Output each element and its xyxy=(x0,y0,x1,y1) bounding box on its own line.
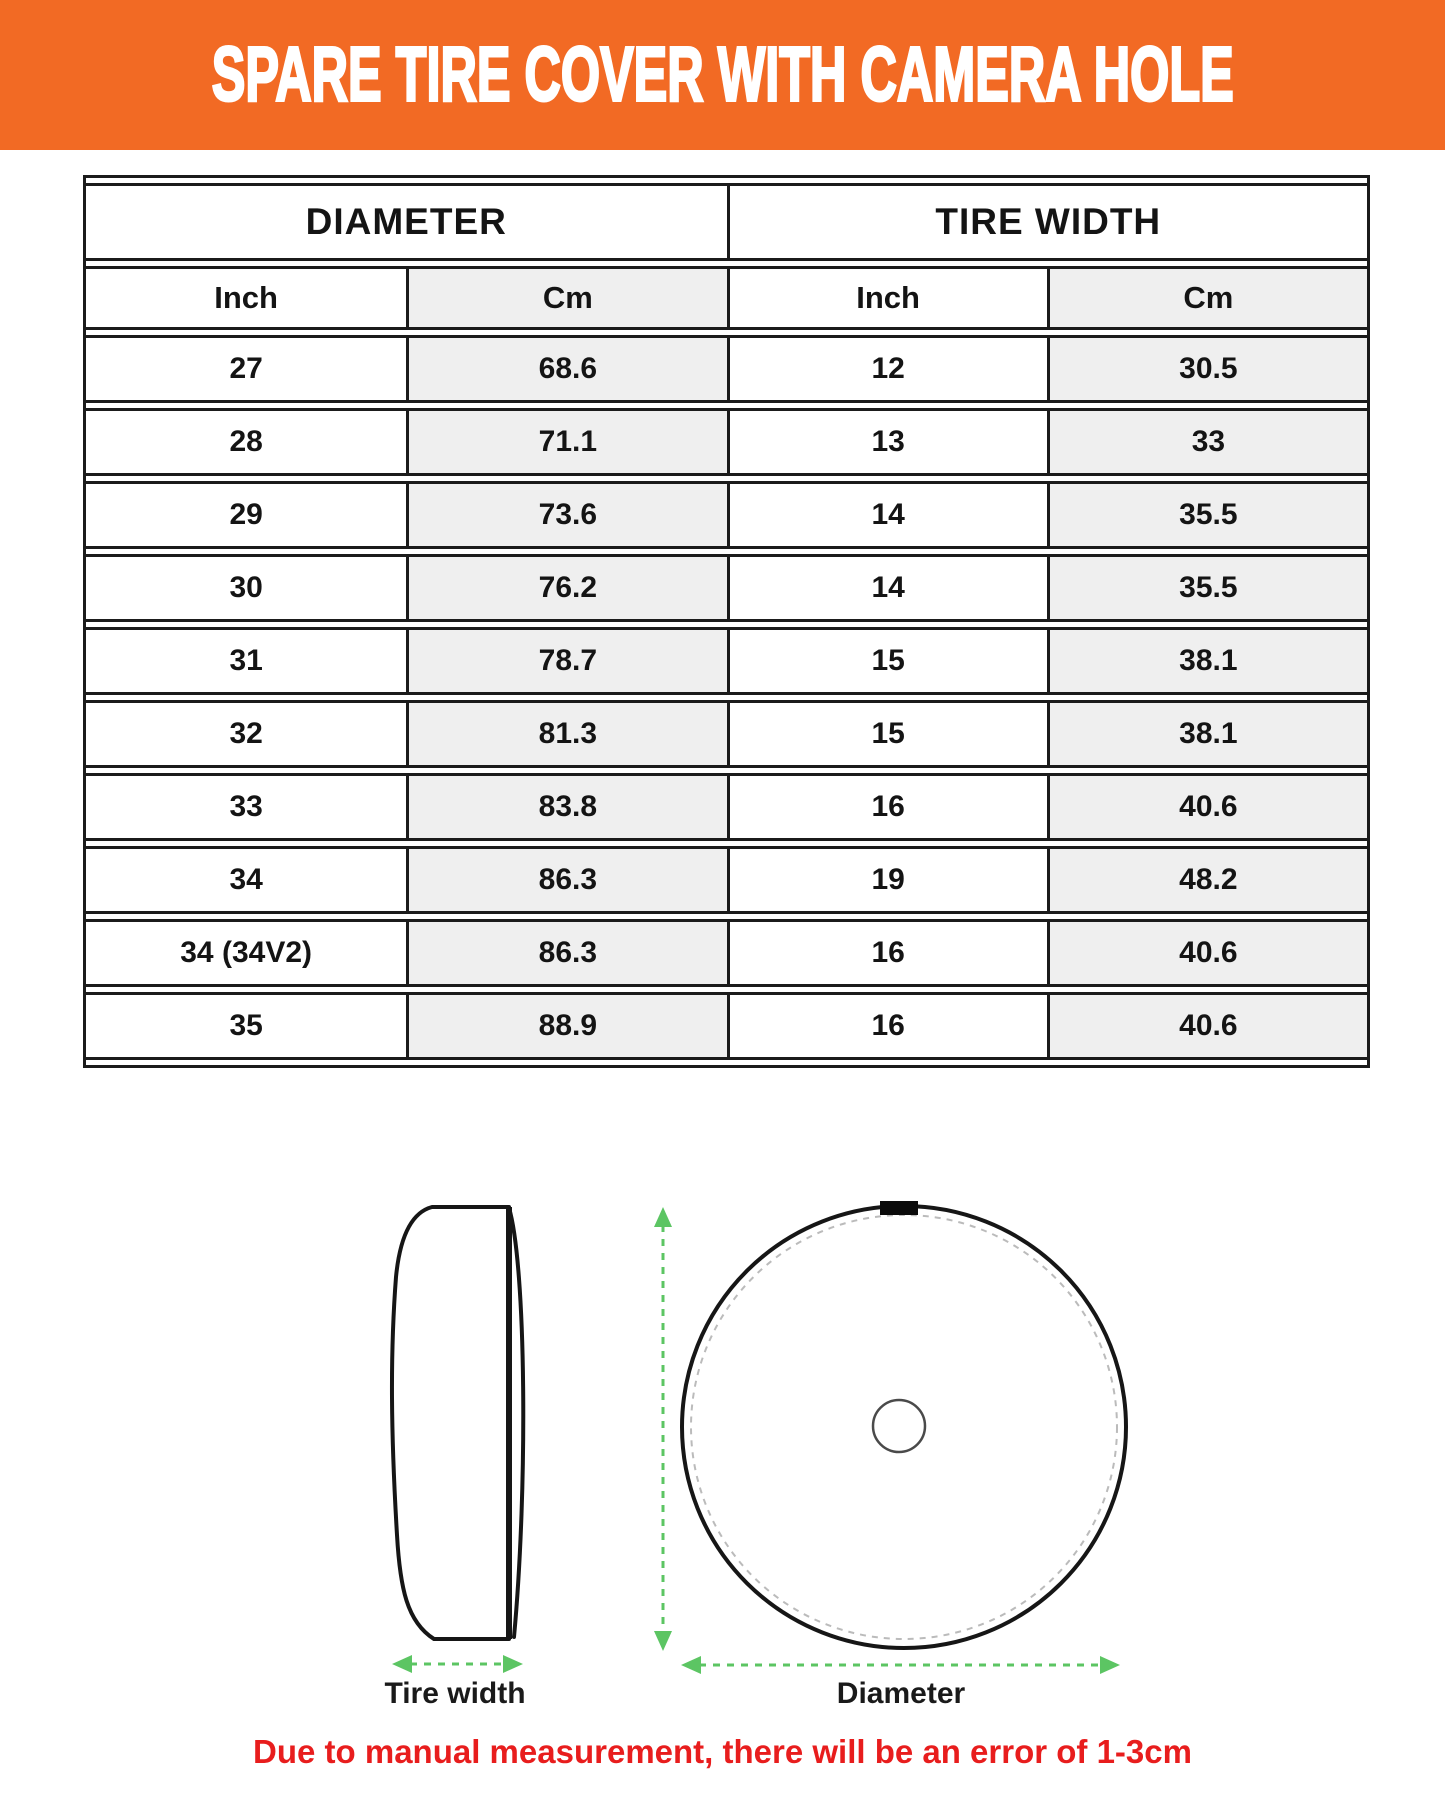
sub-header-width-cm: Cm xyxy=(1047,266,1367,330)
cell-diameter-inch: 32 xyxy=(86,700,406,768)
cell-diameter-inch: 34 xyxy=(86,846,406,914)
sub-header-width-inch: Inch xyxy=(727,266,1047,330)
cell-diameter-inch: 29 xyxy=(86,481,406,549)
cell-diameter-cm: 76.2 xyxy=(406,554,726,622)
group-header-diameter: DIAMETER xyxy=(86,183,727,261)
cell-diameter-cm: 68.6 xyxy=(406,335,726,403)
size-table xyxy=(83,175,1370,1068)
cell-diameter-cm: 83.8 xyxy=(406,773,726,841)
cell-width-inch: 12 xyxy=(727,335,1047,403)
cell-width-cm: 40.6 xyxy=(1047,919,1367,987)
cell-width-cm: 38.1 xyxy=(1047,700,1367,768)
cell-width-inch: 19 xyxy=(727,846,1047,914)
cell-width-inch: 16 xyxy=(727,919,1047,987)
cell-diameter-inch: 33 xyxy=(86,773,406,841)
group-header-tire-width: TIRE WIDTH xyxy=(727,183,1368,261)
table-row xyxy=(86,408,1367,476)
cell-diameter-cm: 78.7 xyxy=(406,627,726,695)
cell-diameter-inch: 34 (34V2) xyxy=(86,919,406,987)
table-sub-header-row xyxy=(86,266,1367,330)
cell-width-inch: 15 xyxy=(727,700,1047,768)
cell-diameter-cm: 88.9 xyxy=(406,992,726,1060)
cell-diameter-inch: 31 xyxy=(86,627,406,695)
table-row xyxy=(86,481,1367,549)
cell-diameter-cm: 71.1 xyxy=(406,408,726,476)
measurement-diagram xyxy=(0,1145,1445,1745)
cell-diameter-inch: 30 xyxy=(86,554,406,622)
cell-width-cm: 33 xyxy=(1047,408,1367,476)
vertical-diameter-arrow xyxy=(654,1207,672,1651)
tire-side-view-drawing xyxy=(392,1207,523,1639)
cell-width-inch: 14 xyxy=(727,554,1047,622)
table-row xyxy=(86,846,1367,914)
cell-width-cm: 40.6 xyxy=(1047,773,1367,841)
cell-width-cm: 35.5 xyxy=(1047,554,1367,622)
cell-width-inch: 16 xyxy=(727,992,1047,1060)
diameter-label: Diameter xyxy=(836,1677,966,1710)
table-row xyxy=(86,335,1367,403)
valve-notch-marker xyxy=(880,1201,918,1215)
cell-width-cm: 48.2 xyxy=(1047,846,1367,914)
table-row xyxy=(86,700,1367,768)
page-title: SPARE TIRE COVER WITH CAMERA HOLE xyxy=(211,32,1234,118)
measurement-error-note: Due to manual measurement, there will be an error of 1-3cm xyxy=(253,1733,1192,1770)
cell-width-inch: 15 xyxy=(727,627,1047,695)
cell-width-inch: 14 xyxy=(727,481,1047,549)
sub-header-diameter-inch: Inch xyxy=(86,266,406,330)
cell-diameter-cm: 73.6 xyxy=(406,481,726,549)
cell-diameter-inch: 27 xyxy=(86,335,406,403)
cell-diameter-inch: 28 xyxy=(86,408,406,476)
cell-width-inch: 16 xyxy=(727,773,1047,841)
sub-header-diameter-cm: Cm xyxy=(406,266,726,330)
table-row xyxy=(86,627,1367,695)
table-row xyxy=(86,919,1367,987)
diameter-arrow xyxy=(681,1656,1120,1674)
table-row xyxy=(86,992,1367,1060)
table-row xyxy=(86,554,1367,622)
cell-diameter-cm: 86.3 xyxy=(406,919,726,987)
tire-width-label: Tire width xyxy=(384,1677,526,1710)
cell-diameter-cm: 81.3 xyxy=(406,700,726,768)
cell-width-cm: 40.6 xyxy=(1047,992,1367,1060)
banner xyxy=(0,0,1445,150)
camera-hole xyxy=(873,1400,925,1452)
tire-front-view-drawing xyxy=(682,1201,1126,1648)
tire-width-arrow xyxy=(392,1655,523,1673)
cell-diameter-inch: 35 xyxy=(86,992,406,1060)
table-row xyxy=(86,773,1367,841)
cell-width-cm: 35.5 xyxy=(1047,481,1367,549)
table-group-header-row xyxy=(86,183,1367,261)
cell-width-cm: 38.1 xyxy=(1047,627,1367,695)
cell-width-cm: 30.5 xyxy=(1047,335,1367,403)
cell-width-inch: 13 xyxy=(727,408,1047,476)
cell-diameter-cm: 86.3 xyxy=(406,846,726,914)
